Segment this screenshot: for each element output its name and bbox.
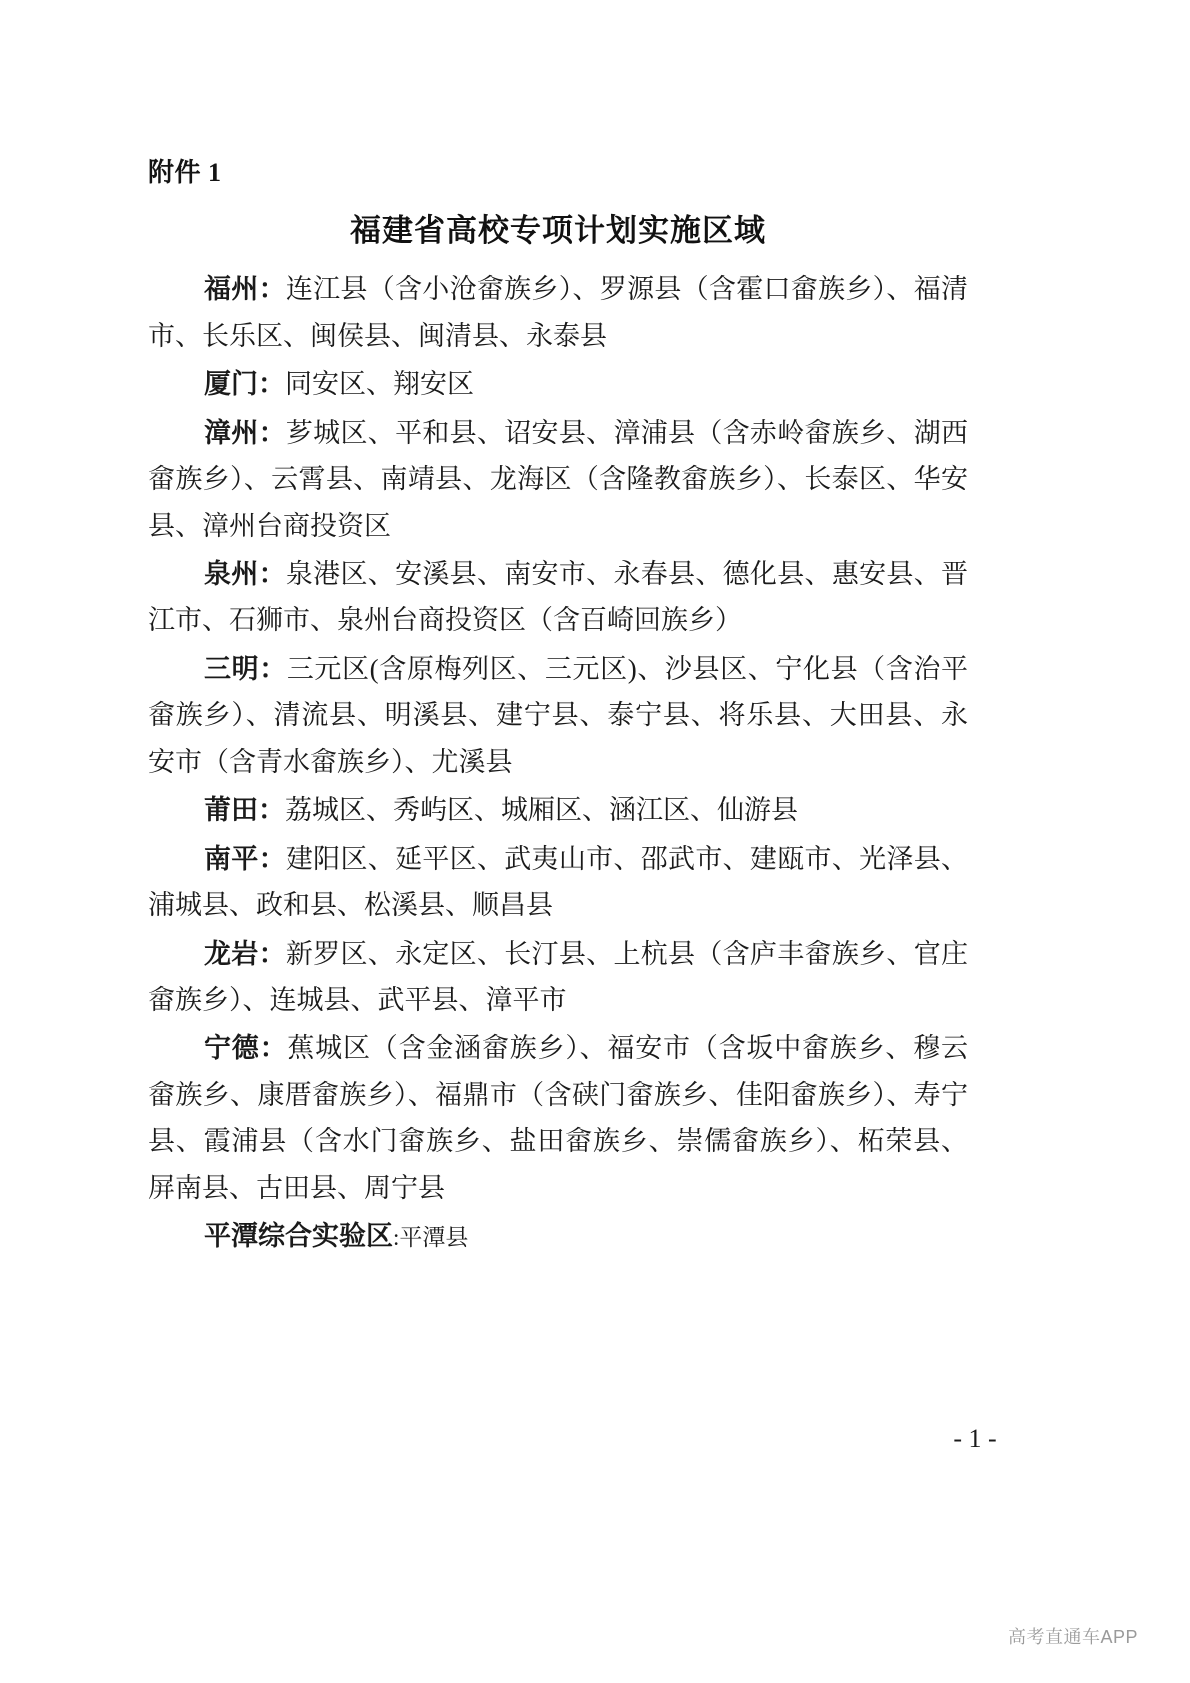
region-paragraph bbox=[148, 410, 968, 549]
region-city-label: 厦门： bbox=[204, 369, 285, 400]
region-city-label: 福州： bbox=[204, 274, 286, 305]
document-content bbox=[148, 155, 968, 1262]
region-paragraph bbox=[148, 361, 968, 407]
region-body-text: 同安区、翔安区 bbox=[285, 369, 474, 400]
region-city-label: 三明： bbox=[204, 653, 287, 684]
page-number: - 1 - bbox=[953, 1424, 997, 1453]
region-body-text: 新罗区、永定区、长汀县、上杭县（含庐丰畲族乡、官庄畲族乡）、连城县、武平县、漳平市 bbox=[148, 938, 969, 1015]
region-city-label: 宁德： bbox=[204, 1033, 288, 1064]
region-paragraph bbox=[148, 931, 968, 1024]
attachment-label: 附件 1 bbox=[148, 158, 222, 187]
region-city-label: 莆田： bbox=[204, 795, 285, 826]
region-paragraph bbox=[148, 836, 968, 929]
page-title: 福建省高校专项计划实施区域 bbox=[350, 213, 766, 249]
region-body-text: 荔城区、秀屿区、城厢区、涵江区、仙游县 bbox=[285, 795, 798, 826]
region-paragraph bbox=[148, 1213, 968, 1259]
region-city-label: 漳州： bbox=[204, 417, 286, 448]
region-city-label: 龙岩： bbox=[204, 938, 286, 969]
region-paragraph bbox=[148, 1025, 968, 1211]
region-body-text: 泉港区、安溪县、南安市、永春县、德化县、惠安县、晋江市、石狮市、泉州台商投资区（含百崎回族乡） bbox=[148, 559, 969, 636]
region-body-text: 建阳区、延平区、武夷山市、邵武市、建瓯市、光泽县、浦城县、政和县、松溪县、顺昌县 bbox=[148, 843, 969, 921]
watermark: 高考直通车APP bbox=[1007, 1627, 1138, 1647]
region-body-text: :平潭县 bbox=[393, 1225, 469, 1251]
region-city-label: 泉州： bbox=[204, 559, 286, 590]
region-paragraph bbox=[148, 646, 968, 785]
region-city-label: 平潭综合实验区 bbox=[204, 1221, 393, 1252]
region-body-text: 三元区(含原梅列区、三元区)、沙县区、宁化县（含治平畲族乡）、清流县、明溪县、建宁县、泰宁县、将乐县、大田县、永安市（含青水畲族乡）、尤溪县 bbox=[148, 653, 969, 777]
region-paragraph bbox=[148, 266, 968, 359]
region-body-text: 蕉城区（含金涵畲族乡）、福安市（含坂中畲族乡、穆云畲族乡、康厝畲族乡）、福鼎市（含硖门畲族乡、佳阳畲族乡）、寿宁县、霞浦县（含水门畲族乡、盐田畲族乡、崇儒畲族乡）、柘荣县、屏南县、古田县、周宁县 bbox=[148, 1033, 969, 1203]
region-paragraph bbox=[148, 787, 968, 833]
region-body-text: 芗城区、平和县、诏安县、漳浦县（含赤岭畲族乡、湖西畲族乡）、云霄县、南靖县、龙海区（含隆教畲族乡）、长泰区、华安县、漳州台商投资区 bbox=[148, 417, 969, 541]
region-body-text: 连江县（含小沧畲族乡）、罗源县（含霍口畲族乡）、福清市、长乐区、闽侯县、闽清县、永泰县 bbox=[148, 274, 969, 351]
region-paragraph bbox=[148, 551, 968, 644]
region-city-label: 南平： bbox=[204, 843, 286, 874]
